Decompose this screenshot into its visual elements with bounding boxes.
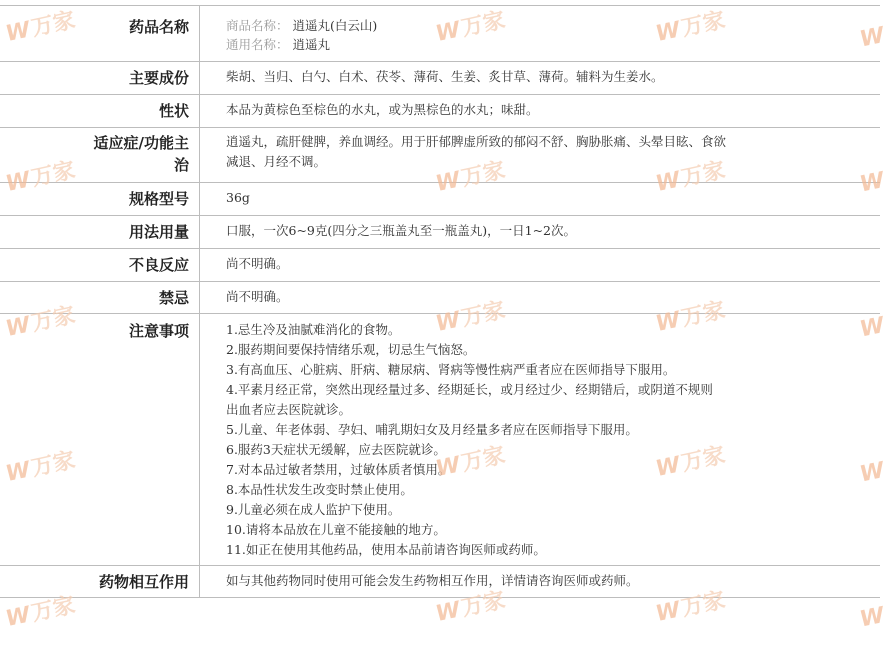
label-indication-line1: 适应症/功能主 (93, 134, 189, 152)
precaution-item: 5.儿童、年老体弱、孕妇、哺乳期妇女及月经量多者应在医师指导下服用。 (226, 422, 638, 437)
trade-name-prefix: 商品名称： (226, 18, 289, 33)
watermark-logo: W万家 (433, 7, 508, 47)
label-ingredients: 主要成份 (0, 62, 200, 94)
precaution-item: 7.对本品过敏者禁用，过敏体质者慎用。 (226, 462, 451, 477)
row-ingredients (0, 61, 880, 94)
label-indication (0, 128, 200, 182)
precaution-item: 6.服药3天症状无缓解，应去医院就诊。 (226, 442, 446, 457)
watermark-logo: W (857, 167, 887, 198)
precaution-item: 出血者应去医院就诊。 (226, 402, 352, 417)
label-drug-name: 药品名称 (0, 6, 200, 61)
value-usage: 口服，一次6~9克(四分之三瓶盖丸至一瓶盖丸)，一日1~2次。 (226, 223, 577, 238)
watermark-logo: W万家 (3, 447, 78, 487)
row-interaction (0, 565, 880, 598)
watermark-logo: W万家 (653, 442, 728, 482)
precaution-item: 1.忌生冷及油腻难消化的食物。 (226, 322, 401, 337)
generic-name-line (226, 35, 880, 54)
indication-line2: 减退、月经不调。 (226, 154, 327, 169)
precaution-item: 10.请将本品放在儿童不能接触的地方。 (226, 522, 446, 537)
precaution-item: 3.有高血压、心脏病、肝病、糖尿病、肾病等慢性病严重者应在医师指导下服用。 (226, 362, 676, 377)
label-spec: 规格型号 (0, 183, 200, 215)
row-indication (0, 127, 880, 182)
indication-line1: 逍遥丸，疏肝健脾，养血调经。用于肝郁脾虚所致的郁闷不舒、胸胁胀痛、头晕目眩、食欲 (226, 134, 727, 149)
generic-name-value: 逍遥丸 (292, 37, 331, 52)
label-appearance: 性状 (0, 95, 200, 127)
value-interaction: 如与其他药物同时使用可能会发生药物相互作用，详情请咨询医师或药师。 (226, 573, 639, 588)
watermark-logo: W万家 (653, 297, 728, 337)
precaution-item: 11.如正在使用其他药品，使用本品前请咨询医师或药师。 (226, 542, 546, 557)
watermark-logo: W万家 (653, 587, 728, 627)
precaution-item: 9.儿童必须在成人监护下使用。 (226, 502, 401, 517)
value-ingredients: 柴胡、当归、白勺、白术、茯苓、薄荷、生姜、炙甘草、薄荷。辅料为生姜水。 (226, 69, 664, 84)
row-drug-name (0, 5, 880, 61)
value-indication (201, 128, 880, 182)
row-usage (0, 215, 880, 248)
watermark-logo: W万家 (433, 442, 508, 482)
trade-name-line (226, 16, 880, 35)
watermark-logo: W万家 (433, 297, 508, 337)
value-spec: 36g (226, 190, 250, 205)
precaution-item: 2.服药期间要保持情绪乐观，切忌生气恼怒。 (226, 342, 476, 357)
watermark-logo: W (857, 602, 887, 633)
watermark-logo: W万家 (433, 587, 508, 627)
watermark-logo: W万家 (653, 7, 728, 47)
value-contra: 尚不明确。 (226, 289, 289, 304)
label-adverse: 不良反应 (0, 249, 200, 281)
label-interaction: 药物相互作用 (0, 566, 200, 597)
watermark-logo: W (857, 22, 887, 53)
value-precautions (201, 314, 880, 565)
value-drug-name (201, 6, 880, 61)
label-indication-line2: 治 (173, 156, 189, 174)
precaution-item: 4.平素月经正常，突然出现经量过多、经期延长，或月经过少、经期错后，或阴道不规则 (226, 382, 713, 397)
watermark-logo: W万家 (3, 302, 78, 342)
generic-name-prefix: 通用名称： (226, 37, 289, 52)
row-precautions (0, 313, 880, 565)
watermark-logo: W (857, 457, 887, 488)
label-precautions: 注意事项 (0, 314, 200, 565)
label-usage: 用法用量 (0, 216, 200, 248)
watermark-logo: W万家 (653, 157, 728, 197)
row-appearance (0, 94, 880, 127)
watermark-logo: W万家 (433, 157, 508, 197)
row-adverse (0, 248, 880, 281)
watermark-logo: W (857, 312, 887, 343)
watermark-logo: W万家 (3, 157, 78, 197)
watermark-logo: W万家 (3, 592, 78, 632)
value-appearance: 本品为黄棕色至棕色的水丸，或为黑棕色的水丸；味甜。 (226, 102, 539, 117)
row-contra (0, 281, 880, 313)
precaution-item: 8.本品性状发生改变时禁止使用。 (226, 482, 413, 497)
label-contra: 禁忌 (0, 282, 200, 313)
row-spec (0, 182, 880, 215)
value-adverse: 尚不明确。 (226, 256, 289, 271)
trade-name-value: 逍遥丸(白云山) (292, 18, 378, 33)
watermark-logo: W万家 (3, 7, 78, 47)
